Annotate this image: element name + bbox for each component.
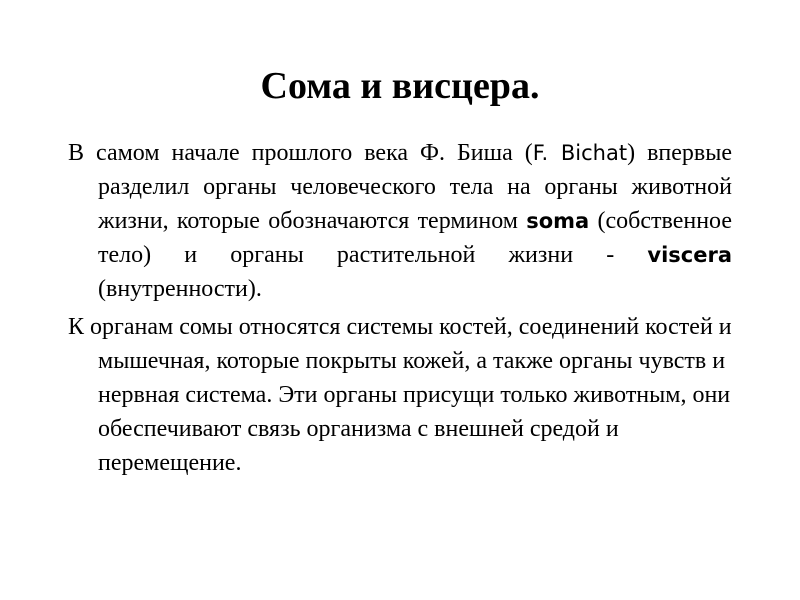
paragraph-text: (внутренности). <box>98 276 262 302</box>
bichat-name: F. Bichat <box>532 141 628 165</box>
slide-title: Сома и висцера. <box>260 65 540 107</box>
paragraph-soma-organs: К органам сомы относятся системы костей, соединений костей и мышечная, которые покрыты кожей, а также органы чувств и нервная система. Эти органы присущи только животным, они обеспечивают связь организма с внешней средой и перемещение. <box>68 314 732 476</box>
paragraph-bichat <box>68 136 732 306</box>
paragraph-text: (собственное тело) и органы растительной жизни - <box>98 208 732 268</box>
term-viscera: viscera <box>647 243 732 267</box>
term-soma: soma <box>526 209 590 233</box>
paragraph-text: В самом начале прошлого века Ф. Биша ( <box>68 140 533 166</box>
paragraph-text: ) впервые разделил органы человеческого тела на органы животной жизни, которые обозначаются термином <box>98 140 733 234</box>
slide-body <box>68 136 732 480</box>
